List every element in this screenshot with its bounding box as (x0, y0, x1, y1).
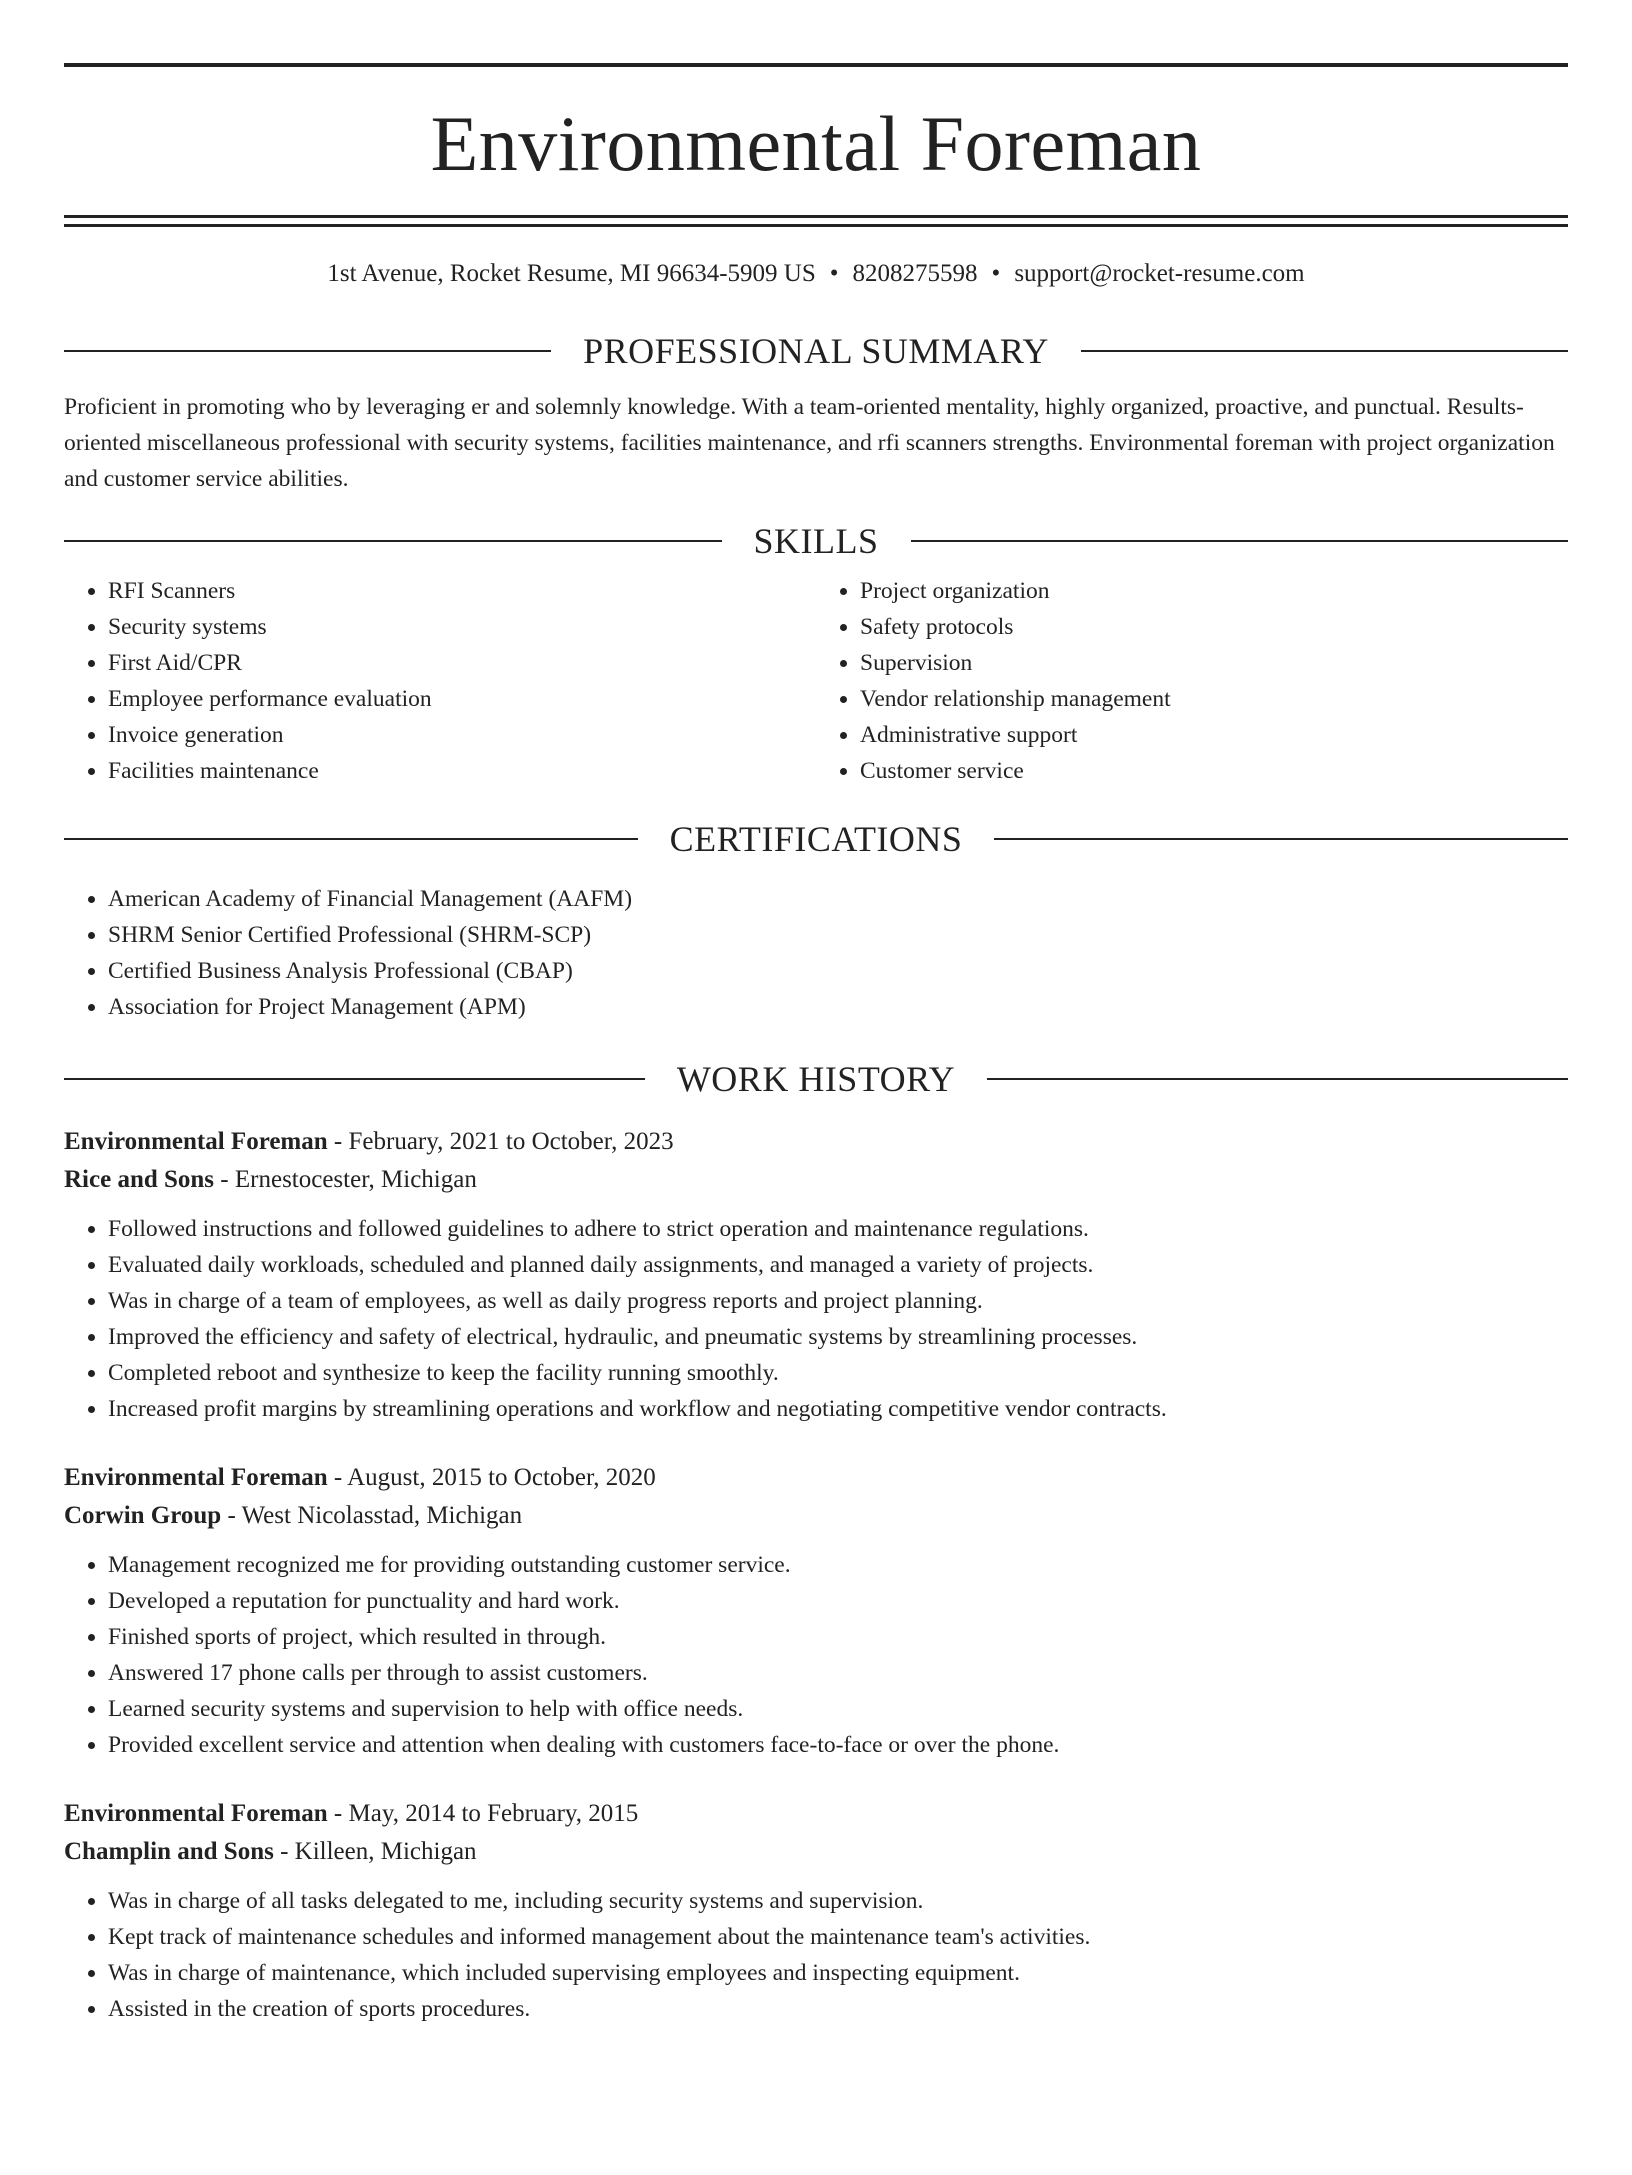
contact-separator: • (829, 260, 839, 287)
job-location: - Ernestocester, Michigan (214, 1166, 477, 1193)
section-rule (64, 838, 638, 840)
list-item: • Improved the efficiency and safety of electrical, hydraulic, and pneumatic systems by streamlining processes. (108, 1319, 1568, 1355)
list-item: • Safety protocols (860, 609, 1568, 645)
list-item: • Employee performance evaluation (108, 681, 816, 717)
list-item: • Management recognized me for providing outstanding customer service. (108, 1547, 1568, 1583)
section-title: CERTIFICATIONS (669, 819, 963, 859)
section-header-skills (64, 523, 1568, 559)
list-item: • Was in charge of a team of employees, as well as daily progress reports and project planning. (108, 1283, 1568, 1319)
job-role: Environmental Foreman (64, 1800, 328, 1827)
list-item: • Kept track of maintenance schedules and informed management about the maintenance team's activities. (108, 1919, 1568, 1955)
section-title: WORK HISTORY (676, 1059, 956, 1099)
list-item: • Finished sports of project, which resulted in through. (108, 1619, 1568, 1655)
list-item: • Project organization (860, 573, 1568, 609)
list-item: • Completed reboot and synthesize to keep the facility running smoothly. (108, 1355, 1568, 1391)
job-title-line (64, 1123, 1568, 1161)
list-item: • Was in charge of all tasks delegated to me, including security systems and supervision. (108, 1883, 1568, 1919)
job-bullets (64, 1883, 1568, 2027)
section-header-summary (64, 333, 1568, 369)
list-item: • RFI Scanners (108, 573, 816, 609)
list-item: • Assisted in the creation of sports procedures. (108, 1991, 1568, 2027)
job-role: Environmental Foreman (64, 1464, 328, 1491)
list-item: • Supervision (860, 645, 1568, 681)
list-item: • Provided excellent service and attention when dealing with customers face-to-face or over the phone. (108, 1727, 1568, 1763)
job-company: Corwin Group (64, 1502, 222, 1529)
list-item: • Learned security systems and supervision to help with office needs. (108, 1691, 1568, 1727)
job-company-line (64, 1161, 1568, 1199)
list-item: • First Aid/CPR (108, 645, 816, 681)
job-company: Champlin and Sons (64, 1838, 274, 1865)
contact-separator: • (991, 260, 1001, 287)
skills-left-list (64, 573, 816, 789)
job-bullets (64, 1211, 1568, 1427)
job-dates: - May, 2014 to February, 2015 (327, 1800, 639, 1827)
list-item: • SHRM Senior Certified Professional (SHRM-SCP) (108, 917, 1568, 953)
summary-text: Proficient in promoting who by leveraging er and solemnly knowledge. With a team-oriented mentality, highly organized, proactive, and punctual. Results-oriented miscellaneous professional with security systems, facilities maintenance, and rfi scanners strengths. Environmental foreman with project organization and customer service abilities. (64, 394, 1555, 492)
section-rule (1081, 350, 1568, 352)
job-company-line (64, 1833, 1568, 1871)
job-entry (64, 1459, 1568, 1763)
job-company: Rice and Sons (64, 1166, 215, 1193)
list-item: • Answered 17 phone calls per through to assist customers. (108, 1655, 1568, 1691)
certifications-list (64, 881, 1568, 1025)
job-dates: - August, 2015 to October, 2020 (327, 1464, 656, 1491)
list-item: • Vendor relationship management (860, 681, 1568, 717)
list-item: • Security systems (108, 609, 816, 645)
section-rule (987, 1078, 1568, 1080)
job-title-line (64, 1795, 1568, 1833)
list-item: • Invoice generation (108, 717, 816, 753)
contact-address: 1st Avenue, Rocket Resume, MI 96634-5909 US (327, 260, 816, 287)
section-header-certifications (64, 821, 1568, 857)
skills-columns (64, 573, 1568, 789)
job-entry (64, 1795, 1568, 2027)
section-title: PROFESSIONAL SUMMARY (583, 331, 1049, 371)
resume-page (0, 63, 1632, 2175)
list-item: • Evaluated daily workloads, scheduled and planned daily assignments, and managed a variety of projects. (108, 1247, 1568, 1283)
section-header-work-history (64, 1061, 1568, 1097)
list-item: • Was in charge of maintenance, which included supervising employees and inspecting equipment. (108, 1955, 1568, 1991)
list-item: • Customer service (860, 753, 1568, 789)
job-title-line (64, 1459, 1568, 1497)
double-rule (64, 215, 1568, 227)
section-title: SKILLS (753, 521, 879, 561)
resume-name: Environmental Foreman (430, 100, 1202, 187)
section-rule (64, 1078, 645, 1080)
job-bullets (64, 1547, 1568, 1763)
list-item: • Increased profit margins by streamlining operations and workflow and negotiating competitive vendor contracts. (108, 1391, 1568, 1427)
section-rule (64, 540, 722, 542)
contact-phone: 8208275598 (852, 260, 978, 287)
list-item: • Association for Project Management (APM) (108, 989, 1568, 1025)
job-dates: - February, 2021 to October, 2023 (327, 1128, 674, 1155)
job-entry (64, 1123, 1568, 1427)
section-rule (994, 838, 1568, 840)
contact-line (64, 261, 1568, 286)
list-item: • Followed instructions and followed guidelines to adhere to strict operation and maintenance regulations. (108, 1211, 1568, 1247)
top-rule (64, 63, 1568, 67)
job-location: - Killeen, Michigan (273, 1838, 477, 1865)
section-rule (64, 350, 551, 352)
contact-email: support@rocket-resume.com (1014, 260, 1305, 287)
list-item: • American Academy of Financial Management (AAFM) (108, 881, 1568, 917)
list-item: • Certified Business Analysis Professional (CBAP) (108, 953, 1568, 989)
job-location: - West Nicolasstad, Michigan (221, 1502, 523, 1529)
job-role: Environmental Foreman (64, 1128, 328, 1155)
job-company-line (64, 1497, 1568, 1535)
list-item: • Developed a reputation for punctuality and hard work. (108, 1583, 1568, 1619)
list-item: • Facilities maintenance (108, 753, 816, 789)
skills-right-list (816, 573, 1568, 789)
list-item: • Administrative support (860, 717, 1568, 753)
section-rule (911, 540, 1569, 542)
